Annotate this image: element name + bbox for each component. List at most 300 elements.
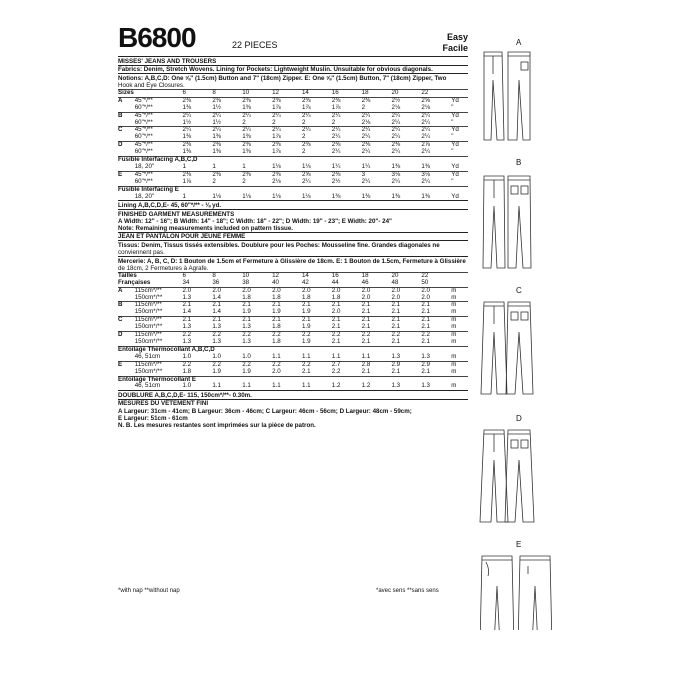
value-cell: 1.8 (272, 337, 281, 345)
french-yardage-table (118, 272, 468, 391)
view-label-a: A (516, 38, 522, 47)
value-cell: 1⅞ (272, 103, 281, 111)
value-cell: 1⅜ (421, 192, 430, 200)
value-cell: 1.8 (301, 293, 311, 301)
value-cell: 2.1 (302, 317, 332, 324)
view-cell (118, 105, 135, 112)
value-cell: 1.1 (301, 382, 311, 390)
table-row (118, 295, 468, 302)
value-cell: 2¼ (212, 112, 242, 119)
value-cell: 2⅜ (212, 142, 242, 149)
table-row (118, 134, 468, 141)
value-cell: 2.0 (212, 287, 242, 294)
value-cell: 2½ (392, 97, 422, 104)
value-cell: 2¼ (302, 112, 332, 119)
lining-line: Lining A,B,C,D,E- 45, 60"*/** - ⅛ yd. (118, 200, 468, 209)
width-cell: 150cm*/** (134, 308, 163, 316)
value-cell: 2.1 (391, 367, 401, 375)
sizes-header (118, 89, 468, 97)
value-cell: 1.4 (182, 308, 192, 316)
value-cell: 1.0 (182, 352, 192, 360)
width-cell: 115cm*/** (135, 317, 183, 324)
value-cell: 2⅜ (242, 171, 272, 178)
value-cell: 2¼ (362, 112, 392, 119)
size-cell: 50 (421, 278, 429, 286)
value-cell: 1⅜ (391, 162, 401, 170)
value-cell: 2.1 (421, 317, 451, 324)
size-cell: 18 (362, 272, 392, 279)
value-cell: 2.1 (332, 317, 362, 324)
unit-cell: " (451, 148, 454, 156)
value-cell: 2.1 (212, 317, 242, 324)
value-cell: 2¼ (362, 127, 392, 134)
value-cell: 2⅞ (421, 142, 451, 149)
table-row (118, 127, 468, 134)
value-cell: 2.1 (421, 367, 430, 375)
width-cell: 150cm*/** (134, 293, 163, 301)
unit-cell: m (451, 323, 457, 331)
value-cell: 1⅜ (391, 192, 401, 200)
value-cell: 2.0 (361, 293, 371, 301)
value-cell: 2.0 (331, 308, 341, 316)
size-cell: 34 (182, 278, 190, 286)
entoilage-e (118, 376, 468, 383)
value-cell: 1⅜ (421, 162, 430, 170)
piece-count: 22 PIECES (232, 40, 278, 50)
value-cell: 2.7 (332, 361, 362, 368)
notions-line-2: Hook and Eye Closures. (118, 81, 185, 89)
view-cell (118, 369, 135, 376)
value-cell: 1.8 (272, 323, 281, 331)
size-cell: 16 (332, 272, 362, 279)
width-cell: 18, 20" (134, 162, 155, 170)
value-cell: 2.1 (361, 367, 371, 375)
view-label-b: B (516, 158, 522, 167)
view-b-front-icon (483, 176, 505, 268)
value-cell: 2⅜ (272, 142, 302, 149)
size-cell: 42 (301, 278, 309, 286)
value-cell: 2¼ (331, 148, 341, 156)
value-cell: 2.0 (421, 293, 430, 301)
value-cell: 1.4 (212, 308, 221, 316)
unit-cell (451, 272, 468, 279)
value-cell: 2 (242, 177, 246, 185)
value-cell: 1.9 (242, 308, 251, 316)
unit-cell: Yd (451, 142, 468, 149)
table-row (118, 194, 468, 201)
value-cell: 2.1 (272, 302, 302, 309)
value-cell: 2.1 (392, 317, 422, 324)
value-cell: 2⅜ (362, 97, 392, 104)
value-cell: 2.1 (421, 302, 451, 309)
value-cell: 2.2 (272, 361, 302, 368)
value-cell: 2⅜ (183, 142, 213, 149)
table-row (118, 332, 468, 339)
value-cell: 2.1 (361, 337, 371, 345)
value-cell: 2⅜ (332, 171, 362, 178)
value-cell: 1.1 (212, 382, 221, 390)
size-cell: 12 (272, 272, 302, 279)
fusible-abcd-label: Fusible Interfacing A,B,C,D (118, 157, 468, 164)
value-cell: 2¼ (242, 127, 272, 134)
value-cell: 2¼ (272, 127, 302, 134)
table-row (118, 369, 468, 376)
table-row (118, 120, 468, 127)
value-cell: 1.3 (421, 382, 430, 390)
unit-cell: m (451, 367, 457, 375)
tailles-header-label: Tailles (118, 272, 183, 279)
value-cell: 2¼ (361, 148, 371, 156)
difficulty-fr: Facile (442, 43, 468, 53)
table-row (118, 97, 468, 104)
tailles-header (118, 272, 468, 279)
value-cell: 1.1 (331, 352, 341, 360)
value-cell: 2.1 (301, 367, 311, 375)
fabrics-line: Fabrics: Denim, Stretch Wovens. Lining for Pockets: Lightweight Muslin. Unsuitable for obvious diagonals. (118, 65, 468, 74)
value-cell: 2.0 (332, 287, 362, 294)
difficulty (428, 32, 468, 54)
fusible-abcd (118, 157, 468, 164)
value-cell: 1.3 (212, 323, 221, 331)
value-cell: 2.2 (272, 332, 302, 339)
value-cell: 2⅜ (392, 142, 422, 149)
value-cell: 2.1 (391, 337, 401, 345)
value-cell: 2.9 (392, 361, 422, 368)
mesures-title: MESURES DU VÊTEMENT FINI (118, 399, 468, 408)
size-cell: 20 (392, 272, 422, 279)
value-cell: 1¼ (331, 162, 341, 170)
value-cell: 2.1 (183, 317, 213, 324)
value-cell: 1.2 (331, 382, 341, 390)
value-cell: 2.0 (272, 287, 302, 294)
table-row (118, 171, 468, 178)
width-cell: 150cm*/** (134, 367, 163, 375)
mercerie-line-2: de 18cm, 2 Fermetures à Agrafe. (118, 264, 209, 272)
value-cell: 1 (242, 162, 246, 170)
value-cell: 2.0 (183, 287, 213, 294)
unit-cell: Yd (451, 127, 468, 134)
unit-cell: Yd (451, 192, 459, 200)
value-cell: 1.9 (242, 367, 251, 375)
value-cell: 2⅝ (421, 97, 451, 104)
value-cell: 1.9 (212, 367, 221, 375)
value-cell: 2⅜ (302, 142, 332, 149)
footnote-english: *with nap **without nap (118, 588, 180, 594)
size-cell: 38 (242, 278, 250, 286)
table-row (118, 164, 468, 171)
value-cell: 2.2 (242, 361, 272, 368)
value-cell: 1 (182, 192, 186, 200)
value-cell: 1.2 (361, 382, 371, 390)
table-row (118, 105, 468, 112)
width-cell: 18, 20" (134, 192, 155, 200)
value-cell: 1⅞ (272, 133, 281, 141)
trouser-drawings (478, 30, 578, 630)
value-cell: 1⅛ (212, 192, 221, 200)
value-cell: 2 (301, 118, 306, 126)
view-label-c: C (516, 286, 522, 295)
unit-cell: m (451, 287, 468, 294)
view-e-front-icon (480, 556, 514, 630)
unit-cell: Yd (451, 162, 459, 170)
view-d-back-icon (505, 430, 534, 522)
unit-cell: m (451, 302, 468, 309)
value-cell: 1⅜ (182, 148, 192, 156)
notions-line: Notions: A,B,C,D: One ⅝" (1.5cm) Button and 7" (18cm) Zipper. E: One ⅝" (1.5cm) Button, 7" (18cm) Zipper, Two (118, 73, 468, 82)
width-cell: 115cm*/** (135, 302, 183, 309)
table-row (118, 383, 468, 390)
value-cell: 1 (182, 162, 186, 170)
value-cell: 2⅜ (302, 97, 332, 104)
value-cell: 2.2 (362, 332, 392, 339)
value-cell: 2¼ (183, 112, 213, 119)
value-cell: 1.1 (272, 352, 281, 360)
unit-cell: Yd (451, 171, 468, 178)
value-cell: 1.3 (182, 293, 192, 301)
size-cell: 6 (183, 89, 213, 97)
size-cell: 10 (242, 89, 272, 97)
value-cell: 1½ (212, 118, 221, 126)
width-cell: 60"*/** (134, 103, 153, 111)
value-cell: 2 (301, 133, 306, 141)
unit-cell: m (451, 382, 457, 390)
value-cell: 2¼ (272, 112, 302, 119)
view-d-front-icon (480, 430, 508, 522)
value-cell: 2.0 (362, 287, 392, 294)
value-cell: 1.9 (272, 308, 281, 316)
width-cell: 115cm*/** (135, 287, 183, 294)
value-cell: 1 (212, 162, 216, 170)
width-cell: 45"*/** (135, 127, 183, 134)
value-cell: 1.0 (182, 382, 192, 390)
sizes-header-label: Sizes (118, 89, 183, 97)
value-cell: 2.9 (421, 361, 451, 368)
value-cell: 2⅜ (332, 142, 362, 149)
value-cell: 2.1 (212, 302, 242, 309)
francaises-header (118, 280, 468, 287)
value-cell: 2.0 (392, 287, 422, 294)
unit-cell: m (451, 308, 457, 316)
value-cell: 1.9 (301, 323, 311, 331)
value-cell: 1⅞ (331, 103, 341, 111)
table-row (118, 361, 468, 368)
value-cell: 1.3 (242, 323, 251, 331)
value-cell: 1.1 (301, 352, 311, 360)
value-cell: 2.1 (391, 323, 401, 331)
tissus-line-2: conviennent pas. (118, 249, 165, 257)
size-cell: 22 (421, 89, 451, 97)
view-cell: B (118, 112, 135, 119)
unit-cell: Yd (451, 97, 468, 104)
value-cell: 2⅛ (361, 118, 371, 126)
value-cell: 2¼ (421, 148, 430, 156)
value-cell: 2¼ (301, 177, 311, 185)
value-cell: 2⅜ (212, 171, 242, 178)
value-cell: 2¼ (361, 133, 371, 141)
value-cell: 2 (361, 103, 366, 111)
value-cell: 2.1 (421, 337, 430, 345)
value-cell: 2.8 (362, 361, 392, 368)
value-cell: 2¼ (332, 112, 362, 119)
value-cell: 3⅛ (421, 171, 451, 178)
value-cell: 2.2 (212, 361, 242, 368)
value-cell: 1⅜ (331, 192, 341, 200)
value-cell: 1.9 (301, 337, 311, 345)
size-cell: 14 (302, 89, 332, 97)
value-cell: 2.0 (391, 293, 401, 301)
width-cell: 45"*/** (135, 97, 183, 104)
value-cell: 1⅛ (301, 192, 311, 200)
value-cell: 1.3 (182, 323, 192, 331)
value-cell: 2⅜ (362, 142, 392, 149)
size-cell: 40 (272, 278, 279, 286)
unit-cell: " (451, 118, 454, 126)
width-cell: 60"*/** (134, 177, 153, 185)
value-cell: 2⅜ (272, 171, 302, 178)
view-cell: A (118, 287, 135, 294)
view-b-back-icon (508, 176, 531, 268)
value-cell: 2.0 (242, 287, 272, 294)
view-label-d: D (516, 414, 522, 423)
value-cell: 2 (242, 118, 246, 126)
value-cell: 2⅝ (302, 171, 332, 178)
value-cell: 2⅛ (391, 103, 401, 111)
fusible-e (118, 186, 468, 193)
view-cell: E (118, 171, 135, 178)
value-cell: 2¼ (183, 127, 213, 134)
value-cell: 1⅛ (242, 192, 251, 200)
value-cell: 1⅜ (242, 148, 251, 156)
table-row (118, 287, 468, 294)
value-cell: 2⅜ (212, 97, 242, 104)
value-cell: 2.2 (392, 332, 422, 339)
value-cell: 2¼ (421, 127, 451, 134)
value-cell: 2⅜ (183, 97, 213, 104)
english-yardage-table (118, 89, 468, 201)
difficulty-en: Easy (446, 32, 468, 42)
value-cell: 2⅜ (332, 97, 362, 104)
value-cell: 1¼ (361, 162, 371, 170)
value-cell: 2.1 (391, 308, 401, 316)
value-cell: 2.1 (242, 317, 272, 324)
value-cell: 1.8 (272, 293, 281, 301)
value-cell: 2.1 (361, 323, 371, 331)
value-cell: 2.1 (361, 308, 371, 316)
size-cell: 8 (212, 272, 242, 279)
value-cell: 2.1 (421, 323, 430, 331)
value-cell: 2¼ (302, 127, 332, 134)
size-cell: 8 (212, 89, 242, 97)
width-cell: 60"*/** (134, 118, 153, 126)
value-cell: 2.1 (183, 302, 213, 309)
value-cell: 2.2 (302, 332, 332, 339)
value-cell: 1.0 (212, 352, 221, 360)
unit-cell: " (451, 133, 454, 141)
francaises-header-label: Françaises (118, 278, 151, 286)
size-cell: 18 (362, 89, 392, 97)
size-cell: 20 (392, 89, 422, 97)
value-cell: 2¼ (421, 177, 430, 185)
size-cell: 12 (272, 89, 302, 97)
value-cell: 1.1 (272, 382, 281, 390)
unit-cell: Yd (451, 112, 468, 119)
value-cell: 2.2 (421, 332, 451, 339)
yardage-chart (118, 56, 468, 429)
value-cell: 2¼ (331, 133, 341, 141)
view-c-back-icon (506, 302, 533, 394)
value-cell: 1⅜ (242, 103, 251, 111)
width-cell: 46, 51cm (134, 382, 161, 390)
view-cell: C (118, 317, 135, 324)
width-cell: 150cm*/** (134, 337, 163, 345)
mesures-text-2: E Largeur: 51cm - 61cm (118, 414, 188, 422)
value-cell: 2.1 (332, 302, 362, 309)
value-cell: 2.0 (302, 287, 332, 294)
value-cell: 2.1 (392, 302, 422, 309)
value-cell: 1.4 (212, 293, 221, 301)
mesures-text: A Largeur: 31cm - 41cm; B Largeur: 36cm - 46cm; C Largeur: 46cm - 56cm; D Largeur: 48cm - 59cm; (118, 407, 412, 415)
mercerie-line: Mercerie: A, B, C, D: 1 Bouton de 1.5cm et Fermeture à Glissière de 18cm. E: 1 Bouton de 1.5cm, Fermeture à Glissière (118, 256, 468, 265)
value-cell: 2.1 (362, 317, 392, 324)
tissus-line: Tissus: Denim, Tissus tissés extensibles. Doublure pour les Poches: Mousseline fine. Grandes diagonales ne (118, 240, 468, 249)
table-row (118, 309, 468, 316)
finished-title: FINISHED GARMENT MEASUREMENTS (118, 209, 468, 218)
view-cell (118, 383, 135, 390)
unit-cell (451, 280, 468, 287)
value-cell: 2.2 (212, 332, 242, 339)
value-cell: 1⅞ (301, 103, 311, 111)
unit-cell: " (451, 103, 454, 111)
width-cell: 60"*/** (134, 133, 153, 141)
value-cell: 2.1 (302, 302, 332, 309)
view-cell: E (118, 361, 135, 368)
width-cell: 150cm*/** (134, 323, 163, 331)
english-title: MISSES' JEANS AND TROUSERS (118, 56, 468, 65)
size-cell: 14 (302, 272, 332, 279)
width-cell: 45"*/** (135, 112, 183, 119)
unit-cell: m (451, 337, 457, 345)
value-cell: 1.1 (242, 382, 251, 390)
value-cell: 2¼ (421, 112, 451, 119)
value-cell: 2⅛ (421, 103, 430, 111)
value-cell: 2.0 (272, 367, 281, 375)
size-cell: 22 (421, 272, 451, 279)
value-cell: 2.2 (332, 332, 362, 339)
value-cell: 1⅛ (301, 162, 311, 170)
french-title: JEAN ET PANTALON POUR JEUNE FEMME (118, 232, 468, 241)
view-cell: D (118, 332, 135, 339)
view-sketches (478, 30, 578, 630)
value-cell: 2.2 (331, 367, 341, 375)
value-cell: 2.2 (242, 332, 272, 339)
unit-cell: " (451, 177, 454, 185)
unit-cell: m (451, 332, 468, 339)
table-row (118, 354, 468, 361)
fusible-e-label: Fusible Interfacing E (118, 186, 468, 193)
value-cell: 3⅛ (392, 171, 422, 178)
size-cell: 6 (183, 272, 213, 279)
value-cell: 1.3 (391, 382, 401, 390)
size-cell: 44 (331, 278, 339, 286)
value-cell: 2.1 (272, 317, 302, 324)
value-cell: 1⅞ (272, 148, 281, 156)
view-cell (118, 194, 135, 201)
value-cell: 1.8 (242, 293, 251, 301)
value-cell: 2.2 (183, 332, 213, 339)
table-row (118, 324, 468, 331)
value-cell: 2⅜ (242, 142, 272, 149)
value-cell: 1⅛ (272, 162, 281, 170)
